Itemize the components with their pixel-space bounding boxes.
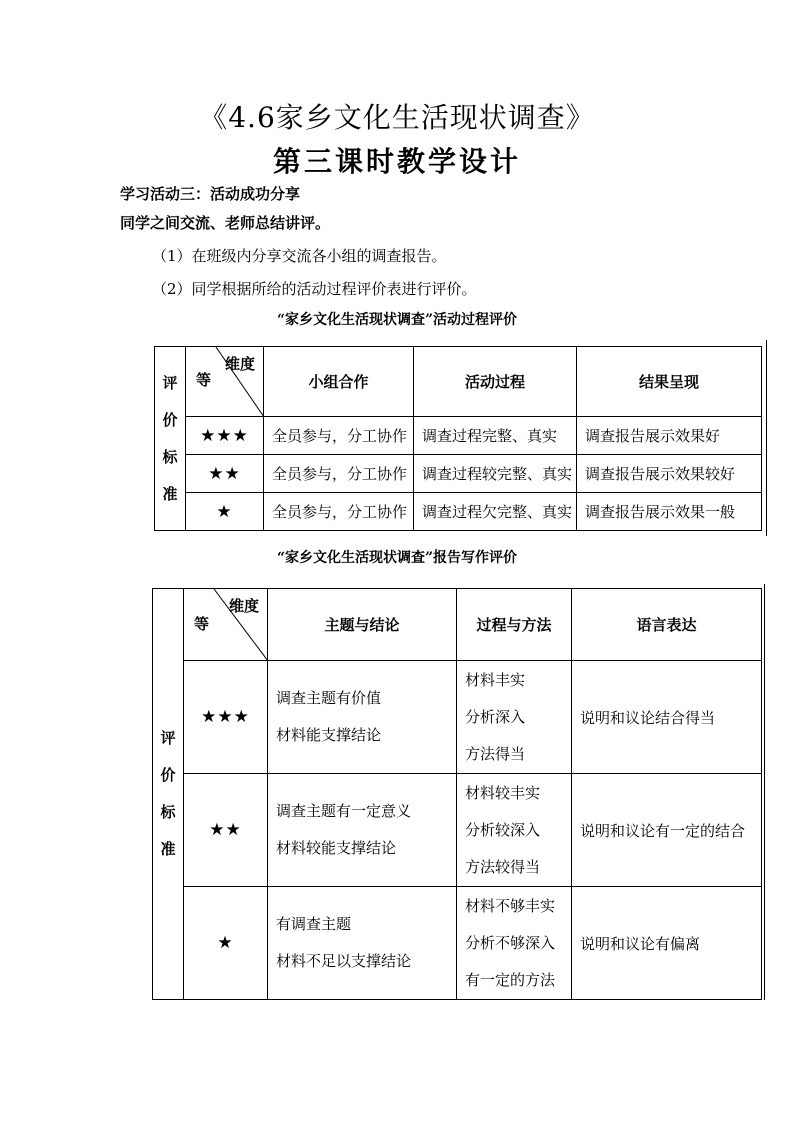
activity-process-table bbox=[154, 346, 762, 531]
table2-caption: “家乡文化生活现状调查”报告写作评价 bbox=[276, 550, 518, 566]
table-cell: 调查过程完整、真实 bbox=[414, 417, 577, 455]
corner-grade-label: 等 bbox=[194, 615, 210, 633]
grade-3-star: ★★★ bbox=[184, 661, 268, 774]
table-cell: 调查主题有价值 材料能支撑结论 bbox=[268, 661, 457, 774]
grade-3-star: ★★★ bbox=[186, 417, 264, 455]
table2-corner-cell bbox=[184, 589, 268, 661]
table-cell: 全员参与，分工协作 bbox=[264, 493, 414, 531]
table1-header-process: 活动过程 bbox=[414, 347, 577, 417]
table-row bbox=[153, 661, 762, 774]
table-cell: 材料丰实 分析深入 方法得当 bbox=[457, 661, 572, 774]
grade-1-star: ★ bbox=[184, 887, 268, 1000]
table-cell: 说明和议论有偏离 bbox=[572, 887, 762, 1000]
table-cell: 调查报告展示效果好 bbox=[577, 417, 762, 455]
table-row bbox=[153, 887, 762, 1000]
table-cell: 材料不够丰实 分析不够深入 有一定的方法 bbox=[457, 887, 572, 1000]
table-cell: 调查过程欠完整、真实 bbox=[414, 493, 577, 531]
table-row bbox=[153, 774, 762, 887]
step-1: （1）在班级内分享交流各小组的调查报告。 bbox=[152, 247, 447, 265]
table2-header-method: 过程与方法 bbox=[457, 589, 572, 661]
grade-2-star: ★★ bbox=[184, 774, 268, 887]
table1-corner-cell bbox=[186, 347, 264, 417]
table2-header-language: 语言表达 bbox=[572, 589, 762, 661]
step-2: （2）同学根据所给的活动过程评价表进行评价。 bbox=[152, 280, 477, 298]
table-cell: 全员参与，分工协作 bbox=[264, 417, 414, 455]
document-subtitle: 第三课时教学设计 bbox=[272, 145, 521, 178]
table-cell: 调查主题有一定意义 材料较能支撑结论 bbox=[268, 774, 457, 887]
table-cell: 调查报告展示效果一般 bbox=[577, 493, 762, 531]
table1-header-result: 结果呈现 bbox=[577, 347, 762, 417]
table-cell: 说明和议论有一定的结合 bbox=[572, 774, 762, 887]
table2-side-label: 评 价 标 准 bbox=[153, 589, 184, 1000]
corner-dimension-label: 维度 bbox=[224, 355, 255, 373]
table-row bbox=[155, 455, 762, 493]
corner-dimension-label: 维度 bbox=[228, 597, 259, 615]
activity-heading: 学习活动三：活动成功分享 bbox=[120, 185, 301, 203]
margin-rule bbox=[764, 584, 765, 1000]
grade-2-star: ★★ bbox=[186, 455, 264, 493]
table1-caption: “家乡文化生活现状调查”活动过程评价 bbox=[276, 312, 518, 328]
table-cell: 调查报告展示效果较好 bbox=[577, 455, 762, 493]
activity-summary: 同学之间交流、老师总结讲评。 bbox=[120, 214, 331, 232]
table-cell: 说明和议论结合得当 bbox=[572, 661, 762, 774]
document-title: 《4.6家乡文化生活现状调查》 bbox=[199, 101, 595, 134]
table-cell: 有调查主题 材料不足以支撑结论 bbox=[268, 887, 457, 1000]
table-row bbox=[155, 493, 762, 531]
grade-1-star: ★ bbox=[186, 493, 264, 531]
table1-side-label: 评 价 标 准 bbox=[155, 347, 186, 531]
table-cell: 材料较丰实 分析较深入 方法较得当 bbox=[457, 774, 572, 887]
corner-grade-label: 等 bbox=[196, 371, 212, 389]
report-writing-table bbox=[152, 588, 762, 1000]
table-row bbox=[155, 417, 762, 455]
table-cell: 全员参与，分工协作 bbox=[264, 455, 414, 493]
table-cell: 调查过程较完整、真实 bbox=[414, 455, 577, 493]
table2-header-theme: 主题与结论 bbox=[268, 589, 457, 661]
margin-rule bbox=[766, 340, 767, 536]
table1-header-cooperation: 小组合作 bbox=[264, 347, 414, 417]
